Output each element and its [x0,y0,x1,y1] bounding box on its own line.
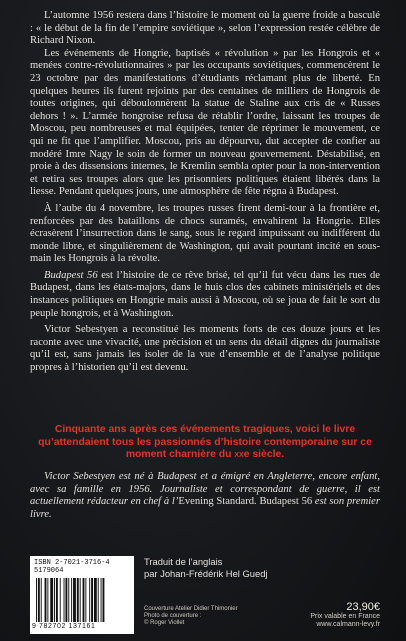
price: 23,90€ [346,601,380,613]
isbn-block [34,559,110,575]
ean-digits: 9 782702 137161 [32,623,96,630]
translation-credit [144,556,268,580]
book-title: Budapest 56 [44,269,98,281]
internal-code: 5179064 [34,567,64,575]
publisher-website: www.calmann-levy.fr [316,621,380,628]
paragraph-2: Les événements de Hongrie, baptisés « révolution » par les Hongrois et « menées contre-révolutionnaires » par les occupants soviétiques, commencèrent le 23 octobre par des manifestations d’étudiants réclamant plus de liberté. En quelques heures ils furent rejoints par des centaines de milliers de Hongrois de toutes origines, qui déboulonnèrent la statue de Staline aux cris de « Russes dehors ! ». L’armée hongroise refusa de rétablir l’ordre, laissant les troupes de Moscou, peu nombreuses et mal équipées, tenter de réprimer le mouvement, ce qui ne fit que l’amplifier. Moscou, pris au dépourvu, dut accepter de confier au modéré Imre Nagy le soin de former un nouveau gouvernement. Déstabilisé, en proie à des dissensions internes, le Kremlin sembla opter pour la non-intervention et retira ses troupes alors que les prisonniers politiques étaient libérés dans la liesse. Pendant quelques jours, une atmosphère de fête régna à Budapest. [30,47,380,198]
barcode-bar [94,578,97,622]
barcode-bar [77,578,79,622]
barcode-bar [89,578,90,622]
barcode-bar [47,578,48,622]
bio-text-2: . [254,496,260,508]
price-note: Prix valable en France [310,613,380,620]
highlight-text: Cinquante ans après ces événements tragiques, voici le livre qu’attendaient tous les passionnés d’histoire contemporaine sur ce moment charnière du [38,424,372,461]
author-bio [30,471,380,521]
barcode-bar [73,578,76,622]
price-block [310,601,380,629]
barcode-bar [38,578,40,622]
bio-text-1: Victor Sebestyen est né à Budapest et a émigré en Angleterre, encore enfant, avec sa famille en 1956. Journaliste et correspondant de guerre, il est actuellement rédacteur en chef à l’ [30,471,380,508]
cover-credits [144,606,238,627]
barcode-bar [85,578,86,622]
barcode-bar [60,578,61,622]
bio-book-title: Budapest 56 [259,496,313,508]
paragraph-3: À l’aube du 4 novembre, les troupes russes firent demi-tour à la frontière et, renforcées par des bataillons de chocs suramés, envahirent la Hongrie. Elles écrasèrent l’insurrection dans le sang, sous le regard impuissant ou indifférent du monde libre, et singulièrement de Washington, qui avait pourtant incité en sous-main les Hongrois à la révolte. [30,202,380,265]
credit-line-1: Couverture Atelier Didier Thimonier [144,606,238,612]
barcode-bar [41,578,42,622]
credit-line-2: Photo de couverture : [144,613,202,619]
highlight-end: e siècle. [243,449,285,461]
barcode-bar [98,578,99,622]
translation-line-2: par Johan-Frédérik Hel Guedj [144,568,268,579]
barcode-bar [91,578,93,622]
barcode-icon [34,578,130,622]
barcode-bar [68,578,69,622]
paragraph-4 [30,270,380,320]
barcode-bar [71,578,72,622]
bio-text-3: est son premier livre. [30,496,380,520]
barcode-bar [65,578,67,622]
credit-line-3: © Roger Viollet [144,620,185,626]
bio-newspaper: Evening Standard [178,496,255,508]
barcode-bar [50,578,53,622]
paragraph-4-text: est l’histoire de ce rêve brisé, tel qu’il fut vécu dans les rues de Budapest, dans les états-majors, dans le huis clos des cabinets ministériels et des instances politiques en Hongrie mais aussi à Moscou, où se joua de fait le sort du peuple hongrois, et à Washington. [30,269,381,319]
highlight-tagline [30,424,380,462]
barcode-panel [30,556,134,634]
barcode-bar [103,578,105,622]
barcode-bar [80,578,81,622]
barcode-bar [54,578,55,622]
barcode-bar [64,578,65,622]
paragraph-1: L’automne 1956 restera dans l’histoire le moment où la guerre froide a basculé : « le début de la fin de l’empire soviétique », selon l’expression restée célèbre de Richard Nixon. [30,10,380,47]
paragraph-5: Victor Sebestyen a reconstitué les moments forts de ces douze jours et les raconte avec une vivacité, une précision et un sens du détail dignes du journaliste qu’il est, sans jamais les isoler de la vue d’ensemble et de l’analyse politique propres à l’historien qu’il est devenu. [30,324,380,374]
translation-line-1: Traduit de l’anglais [144,556,223,567]
highlight-century: xx [234,449,244,461]
barcode-bar [83,578,85,622]
barcode-bar [36,578,37,622]
synopsis [30,10,380,375]
barcode-bar [101,578,102,622]
barcode-bar [56,578,58,622]
barcode-bar [45,578,47,622]
isbn-number: ISBN 2-7021-3716-4 [34,559,110,567]
